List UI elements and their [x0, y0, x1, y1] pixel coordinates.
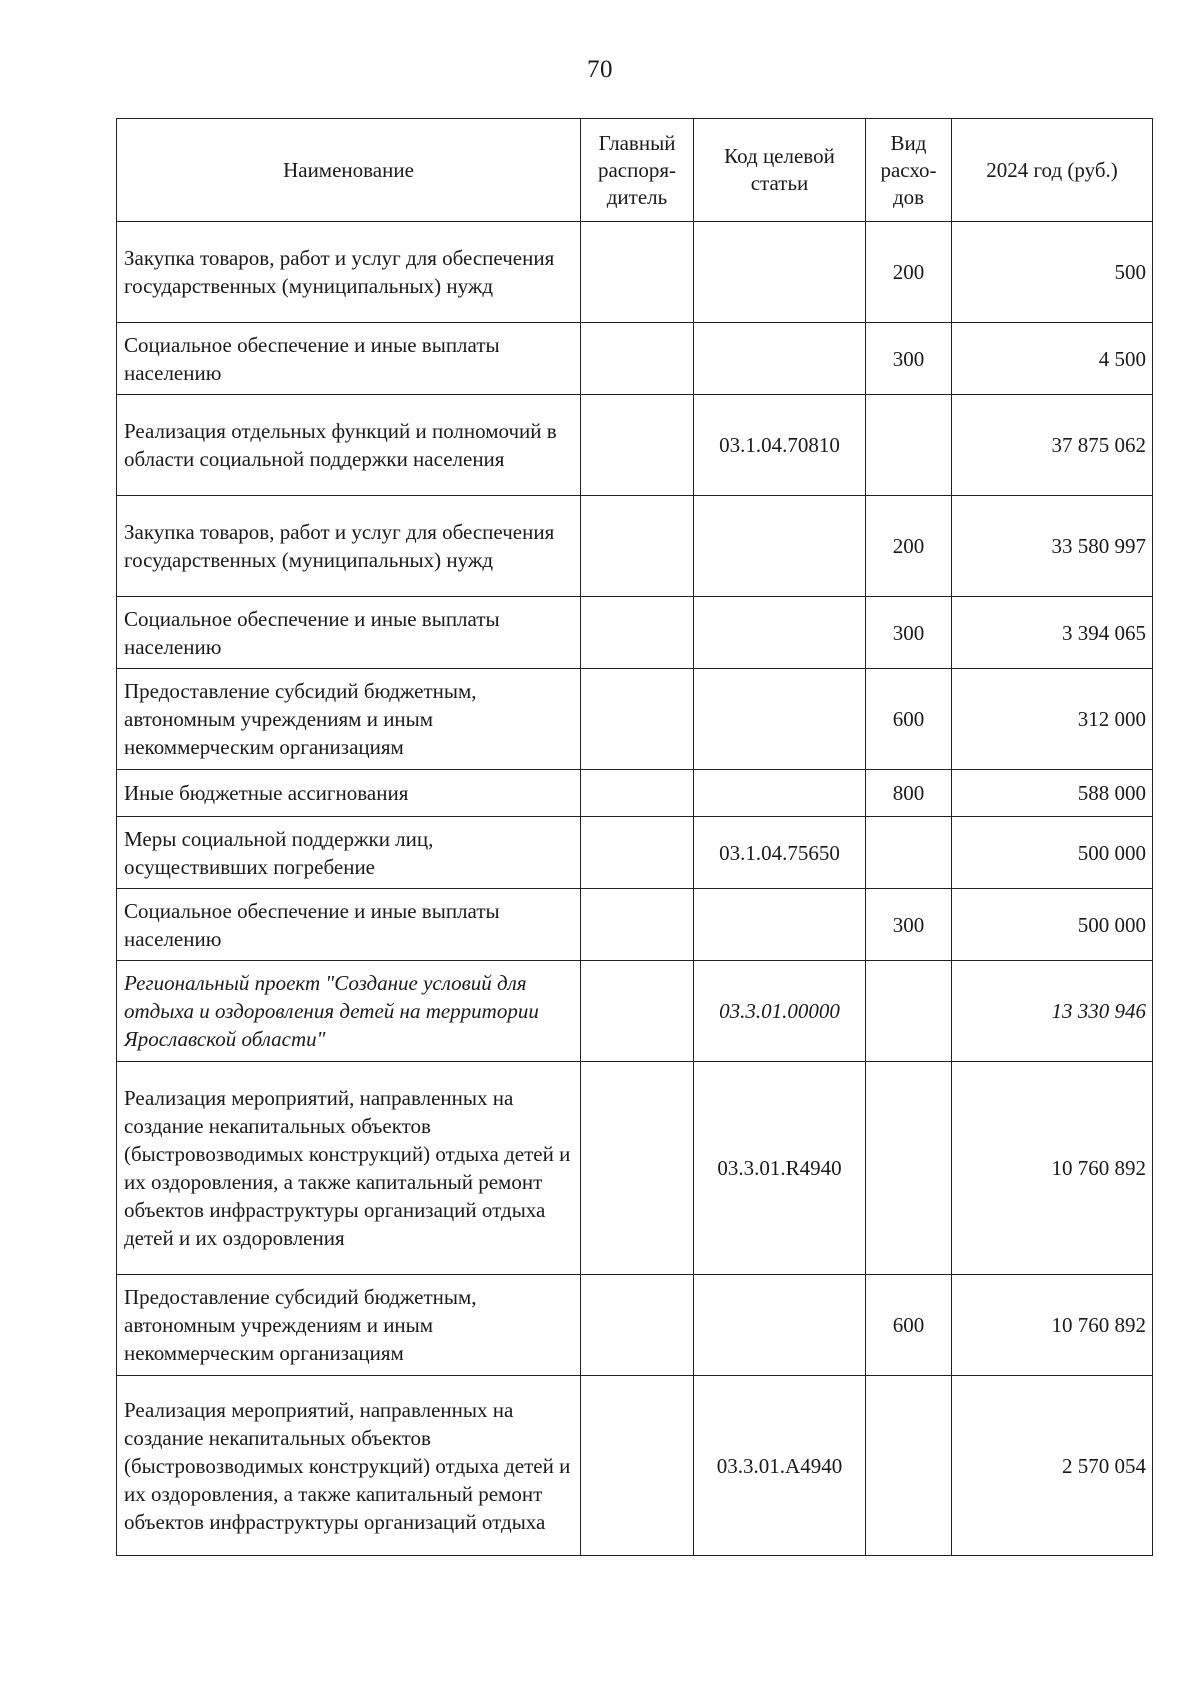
admin-cell [581, 770, 694, 817]
admin-cell [581, 395, 694, 496]
amount-cell: 13 330 946 [952, 961, 1153, 1062]
table-row [117, 889, 1153, 961]
type-cell: 800 [866, 770, 952, 817]
name-cell: Социальное обеспечение и иные выплаты населению [117, 323, 581, 395]
amount-cell: 33 580 997 [952, 496, 1153, 597]
amount-cell: 37 875 062 [952, 395, 1153, 496]
header-row [117, 119, 1153, 222]
code-cell [694, 222, 866, 323]
type-cell: 200 [866, 496, 952, 597]
type-cell [866, 1062, 952, 1275]
admin-cell [581, 1376, 694, 1556]
budget-table [116, 118, 1153, 1556]
admin-cell [581, 496, 694, 597]
name-cell: Реализация отдельных функций и полномочий в области социальной поддержки населения [117, 395, 581, 496]
admin-cell [581, 889, 694, 961]
table-row [117, 1275, 1153, 1376]
admin-cell [581, 323, 694, 395]
amount-cell: 500 [952, 222, 1153, 323]
admin-cell [581, 961, 694, 1062]
type-cell: 200 [866, 222, 952, 323]
table-row [117, 817, 1153, 889]
amount-cell: 500 000 [952, 889, 1153, 961]
header-type: Вид расхо-дов [866, 119, 952, 222]
amount-cell: 500 000 [952, 817, 1153, 889]
table-row [117, 597, 1153, 669]
code-cell [694, 889, 866, 961]
type-cell [866, 1376, 952, 1556]
amount-cell: 3 394 065 [952, 597, 1153, 669]
table-row [117, 323, 1153, 395]
name-cell: Социальное обеспечение и иные выплаты населению [117, 889, 581, 961]
name-cell: Закупка товаров, работ и услуг для обеспечения государственных (муниципальных) нужд [117, 496, 581, 597]
amount-cell: 588 000 [952, 770, 1153, 817]
admin-cell [581, 817, 694, 889]
table-row [117, 496, 1153, 597]
admin-cell [581, 1275, 694, 1376]
table-row [117, 222, 1153, 323]
header-name: Наименование [117, 119, 581, 222]
amount-cell: 312 000 [952, 669, 1153, 770]
table-row [117, 669, 1153, 770]
table-row [117, 1376, 1153, 1556]
name-cell: Предоставление субсидий бюджетным, автономным учреждениям и иным некоммерческим организациям [117, 1275, 581, 1376]
type-cell: 600 [866, 1275, 952, 1376]
table-header [117, 119, 1153, 222]
type-cell: 300 [866, 597, 952, 669]
header-admin: Главный распоря-дитель [581, 119, 694, 222]
admin-cell [581, 1062, 694, 1275]
code-cell: 03.3.01.00000 [694, 961, 866, 1062]
type-cell: 300 [866, 889, 952, 961]
type-cell [866, 817, 952, 889]
table-row [117, 1062, 1153, 1275]
amount-cell: 10 760 892 [952, 1275, 1153, 1376]
amount-cell: 4 500 [952, 323, 1153, 395]
code-cell: 03.3.01.A4940 [694, 1376, 866, 1556]
table-body [117, 222, 1153, 1556]
page-number: 70 [587, 56, 613, 83]
code-cell: 03.1.04.70810 [694, 395, 866, 496]
amount-cell: 2 570 054 [952, 1376, 1153, 1556]
header-code: Код целевой статьи [694, 119, 866, 222]
code-cell: 03.1.04.75650 [694, 817, 866, 889]
name-cell: Иные бюджетные ассигнования [117, 770, 581, 817]
header-amount: 2024 год (руб.) [952, 119, 1153, 222]
table-row [117, 961, 1153, 1062]
name-cell: Меры социальной поддержки лиц, осуществивших погребение [117, 817, 581, 889]
type-cell [866, 961, 952, 1062]
code-cell [694, 597, 866, 669]
type-cell: 600 [866, 669, 952, 770]
code-cell: 03.3.01.R4940 [694, 1062, 866, 1275]
admin-cell [581, 222, 694, 323]
code-cell [694, 669, 866, 770]
amount-cell: 10 760 892 [952, 1062, 1153, 1275]
name-cell: Закупка товаров, работ и услуг для обеспечения государственных (муниципальных) нужд [117, 222, 581, 323]
name-cell: Социальное обеспечение и иные выплаты населению [117, 597, 581, 669]
code-cell [694, 496, 866, 597]
name-cell: Региональный проект "Создание условий для отдыха и оздоровления детей на территории Ярославской области" [117, 961, 581, 1062]
name-cell: Предоставление субсидий бюджетным, автономным учреждениям и иным некоммерческим организациям [117, 669, 581, 770]
table-row [117, 770, 1153, 817]
type-cell: 300 [866, 323, 952, 395]
admin-cell [581, 597, 694, 669]
name-cell: Реализация мероприятий, направленных на создание некапитальных объектов (быстровозводимых конструкций) отдыха детей и их оздоровления, а также капитальный ремонт объектов инфраструктуры организаций отдыха детей и их оздоровления [117, 1062, 581, 1275]
code-cell [694, 770, 866, 817]
type-cell [866, 395, 952, 496]
name-cell: Реализация мероприятий, направленных на создание некапитальных объектов (быстровозводимых конструкций) отдыха детей и их оздоровления, а также капитальный ремонт объектов инфраструктуры организаций отдыха [117, 1376, 581, 1556]
table-row [117, 395, 1153, 496]
admin-cell [581, 669, 694, 770]
code-cell [694, 323, 866, 395]
code-cell [694, 1275, 866, 1376]
